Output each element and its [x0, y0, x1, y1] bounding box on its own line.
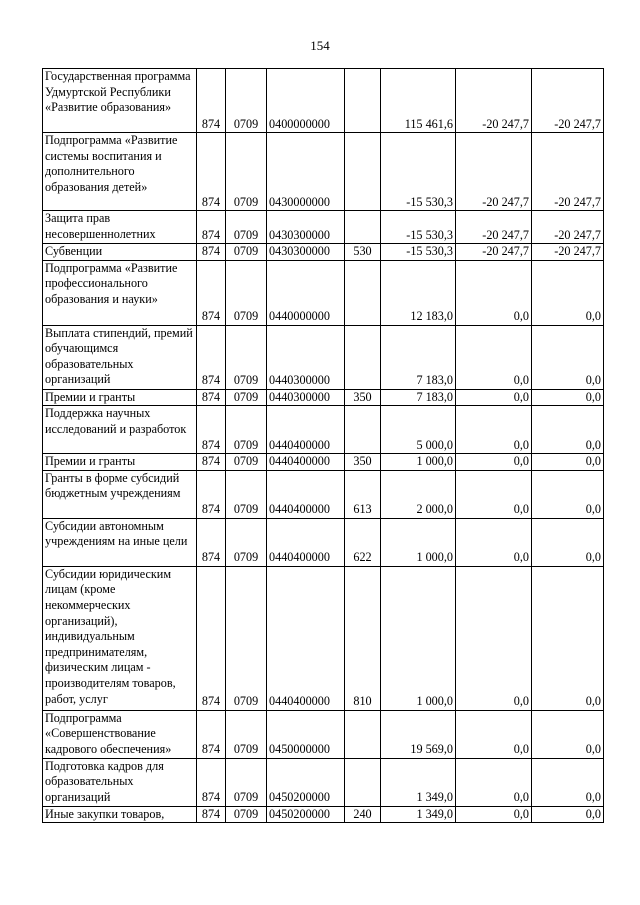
sum-year-3: 0,0 — [532, 389, 604, 406]
target-article: 0450000000 — [267, 710, 345, 758]
section-code: 0709 — [226, 69, 267, 133]
target-article: 0440400000 — [267, 518, 345, 566]
row-name: Подпрограмма «Развитие профессионального образования и науки» — [43, 260, 197, 325]
ved-code: 874 — [197, 454, 226, 471]
row-name: Гранты в форме субсидий бюджетным учреждениям — [43, 470, 197, 518]
table-row — [43, 806, 604, 823]
table-row — [43, 454, 604, 471]
sum-year-2: 0,0 — [456, 389, 532, 406]
ved-code: 874 — [197, 260, 226, 325]
sum-year-3: 0,0 — [532, 325, 604, 389]
row-name: Премии и гранты — [43, 454, 197, 471]
expense-type — [345, 133, 381, 211]
expense-type — [345, 325, 381, 389]
section-code: 0709 — [226, 806, 267, 823]
sum-year-1: 7 183,0 — [381, 389, 456, 406]
ved-code: 874 — [197, 69, 226, 133]
sum-year-3: -20 247,7 — [532, 69, 604, 133]
sum-year-3: -20 247,7 — [532, 211, 604, 244]
table-row — [43, 758, 604, 806]
sum-year-2: 0,0 — [456, 325, 532, 389]
target-article: 0440300000 — [267, 389, 345, 406]
page-number: 154 — [310, 38, 330, 53]
budget-table — [42, 68, 604, 823]
expense-type — [345, 406, 381, 454]
sum-year-1: 2 000,0 — [381, 470, 456, 518]
table-row — [43, 389, 604, 406]
ved-code: 874 — [197, 758, 226, 806]
target-article: 0440400000 — [267, 454, 345, 471]
sum-year-3: 0,0 — [532, 454, 604, 471]
sum-year-1: 1 000,0 — [381, 518, 456, 566]
sum-year-1: 1 000,0 — [381, 454, 456, 471]
ved-code: 874 — [197, 710, 226, 758]
ved-code: 874 — [197, 389, 226, 406]
sum-year-2: 0,0 — [456, 758, 532, 806]
expense-type — [345, 260, 381, 325]
section-code: 0709 — [226, 133, 267, 211]
table-row — [43, 325, 604, 389]
sum-year-1: 19 569,0 — [381, 710, 456, 758]
table-row — [43, 133, 604, 211]
target-article: 0430000000 — [267, 133, 345, 211]
target-article: 0450200000 — [267, 806, 345, 823]
sum-year-2: 0,0 — [456, 566, 532, 710]
sum-year-2: -20 247,7 — [456, 133, 532, 211]
sum-year-3: 0,0 — [532, 758, 604, 806]
target-article: 0440000000 — [267, 260, 345, 325]
sum-year-2: 0,0 — [456, 454, 532, 471]
sum-year-2: 0,0 — [456, 518, 532, 566]
row-name: Защита прав несовершеннолетних — [43, 211, 197, 244]
ved-code: 874 — [197, 133, 226, 211]
target-article: 0440400000 — [267, 406, 345, 454]
expense-type: 350 — [345, 389, 381, 406]
table-row — [43, 710, 604, 758]
row-name: Субвенции — [43, 244, 197, 261]
row-name: Субсидии юридическим лицам (кроме некоммерческих организаций), индивидуальным предпринимателям, физическим лицам - производителям товаров, работ, услуг — [43, 566, 197, 710]
row-name: Субсидии автономным учреждениям на иные цели — [43, 518, 197, 566]
ved-code: 874 — [197, 244, 226, 261]
section-code: 0709 — [226, 710, 267, 758]
expense-type: 350 — [345, 454, 381, 471]
sum-year-3: 0,0 — [532, 806, 604, 823]
target-article: 0400000000 — [267, 69, 345, 133]
row-name: Государственная программа Удмуртской Республики «Развитие образования» — [43, 69, 197, 133]
target-article: 0450200000 — [267, 758, 345, 806]
section-code: 0709 — [226, 325, 267, 389]
sum-year-1: 115 461,6 — [381, 69, 456, 133]
ved-code: 874 — [197, 806, 226, 823]
sum-year-3: 0,0 — [532, 406, 604, 454]
section-code: 0709 — [226, 389, 267, 406]
expense-type: 240 — [345, 806, 381, 823]
expense-type — [345, 211, 381, 244]
target-article: 0440400000 — [267, 470, 345, 518]
sum-year-1: 12 183,0 — [381, 260, 456, 325]
sum-year-2: 0,0 — [456, 806, 532, 823]
sum-year-2: -20 247,7 — [456, 244, 532, 261]
table-row — [43, 566, 604, 710]
table-row — [43, 406, 604, 454]
ved-code: 874 — [197, 470, 226, 518]
table-row — [43, 470, 604, 518]
section-code: 0709 — [226, 518, 267, 566]
expense-type: 622 — [345, 518, 381, 566]
target-article: 0440300000 — [267, 325, 345, 389]
sum-year-3: 0,0 — [532, 470, 604, 518]
sum-year-1: 1 349,0 — [381, 806, 456, 823]
ved-code: 874 — [197, 518, 226, 566]
sum-year-1: -15 530,3 — [381, 133, 456, 211]
row-name: Премии и гранты — [43, 389, 197, 406]
row-name: Поддержка научных исследований и разработок — [43, 406, 197, 454]
expense-type — [345, 710, 381, 758]
sum-year-3: 0,0 — [532, 710, 604, 758]
sum-year-1: -15 530,3 — [381, 211, 456, 244]
expense-type — [345, 69, 381, 133]
section-code: 0709 — [226, 244, 267, 261]
sum-year-3: -20 247,7 — [532, 244, 604, 261]
ved-code: 874 — [197, 211, 226, 244]
sum-year-2: 0,0 — [456, 710, 532, 758]
sum-year-2: -20 247,7 — [456, 211, 532, 244]
row-name: Выплата стипендий, премий обучающимся образовательных организаций — [43, 325, 197, 389]
sum-year-1: -15 530,3 — [381, 244, 456, 261]
expense-type: 530 — [345, 244, 381, 261]
sum-year-1: 5 000,0 — [381, 406, 456, 454]
sum-year-1: 1 349,0 — [381, 758, 456, 806]
expense-type — [345, 758, 381, 806]
sum-year-3: -20 247,7 — [532, 133, 604, 211]
table-row — [43, 211, 604, 244]
sum-year-1: 1 000,0 — [381, 566, 456, 710]
section-code: 0709 — [226, 566, 267, 710]
section-code: 0709 — [226, 211, 267, 244]
table-row — [43, 260, 604, 325]
row-name: Подпрограмма «Совершенствование кадрового обеспечения» — [43, 710, 197, 758]
row-name: Подготовка кадров для образовательных организаций — [43, 758, 197, 806]
sum-year-3: 0,0 — [532, 518, 604, 566]
sum-year-2: -20 247,7 — [456, 69, 532, 133]
ved-code: 874 — [197, 406, 226, 454]
ved-code: 874 — [197, 325, 226, 389]
sum-year-3: 0,0 — [532, 566, 604, 710]
row-name: Подпрограмма «Развитие системы воспитания и дополнительного образования детей» — [43, 133, 197, 211]
sum-year-3: 0,0 — [532, 260, 604, 325]
expense-type: 810 — [345, 566, 381, 710]
sum-year-2: 0,0 — [456, 406, 532, 454]
table-row — [43, 69, 604, 133]
section-code: 0709 — [226, 758, 267, 806]
section-code: 0709 — [226, 406, 267, 454]
section-code: 0709 — [226, 260, 267, 325]
row-name: Иные закупки товаров, — [43, 806, 197, 823]
sum-year-2: 0,0 — [456, 260, 532, 325]
table-row — [43, 244, 604, 261]
target-article: 0430300000 — [267, 211, 345, 244]
sum-year-1: 7 183,0 — [381, 325, 456, 389]
sum-year-2: 0,0 — [456, 470, 532, 518]
table-body — [43, 69, 604, 823]
ved-code: 874 — [197, 566, 226, 710]
section-code: 0709 — [226, 454, 267, 471]
section-code: 0709 — [226, 470, 267, 518]
table-row — [43, 518, 604, 566]
target-article: 0430300000 — [267, 244, 345, 261]
expense-type: 613 — [345, 470, 381, 518]
target-article: 0440400000 — [267, 566, 345, 710]
